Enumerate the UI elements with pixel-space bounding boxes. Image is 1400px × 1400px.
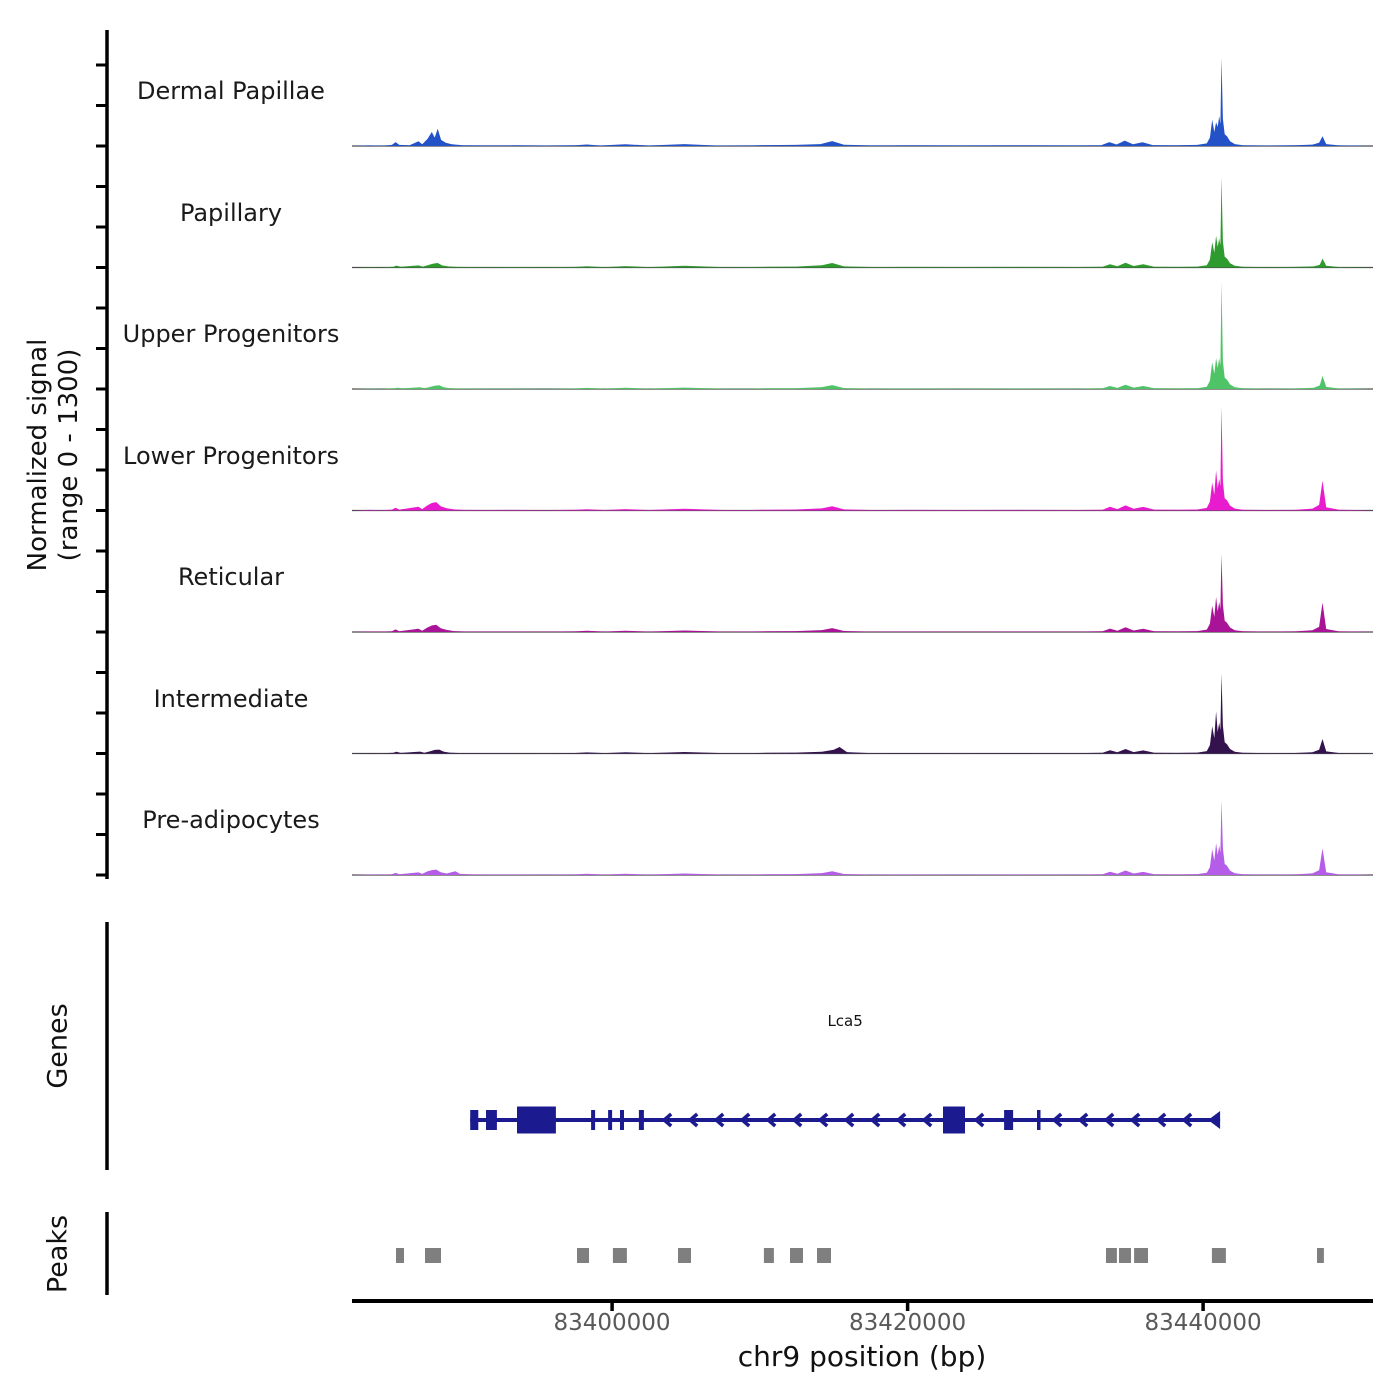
y-axis-title-line1: Normalized signal (23, 338, 53, 572)
signal-area-intermediate (352, 674, 1373, 754)
track-label-intermediate: Intermediate (153, 684, 309, 713)
signal-area-upper-progenitors (352, 282, 1373, 389)
y-axis-title (23, 339, 85, 572)
peak-region (817, 1248, 831, 1263)
peak-region (1119, 1248, 1131, 1263)
signal-area-dermal-papillae (352, 58, 1373, 146)
peak-region (396, 1248, 404, 1263)
peak-region (678, 1248, 691, 1263)
peak-region (1106, 1248, 1117, 1263)
gene-exon (1004, 1110, 1013, 1130)
track-label-pre-adipocytes: Pre-adipocytes (142, 806, 320, 834)
gene-exon (943, 1107, 965, 1134)
genes-section-label: Genes (42, 1003, 74, 1089)
gene-name-label: Lca5 (827, 1012, 863, 1030)
x-tick-label: 83440000 (1144, 1310, 1262, 1336)
track-label-papillary: Papillary (179, 198, 283, 227)
peaks-section-label: Peaks (42, 1214, 74, 1294)
peak-region (764, 1248, 774, 1263)
signal-area-pre-adipocytes (352, 800, 1373, 875)
signal-area-lower-progenitors (352, 406, 1373, 510)
gene-exon (486, 1110, 497, 1130)
signal-area-reticular (352, 554, 1373, 632)
track-label-lower-progenitors: Lower Progenitors (123, 441, 339, 470)
peak-region (613, 1248, 627, 1263)
gene-exon (517, 1107, 556, 1134)
peak-region (577, 1248, 589, 1263)
gene-exon (608, 1110, 612, 1130)
peak-region (1317, 1248, 1324, 1263)
gene-exon (1037, 1110, 1041, 1130)
y-axis-title-line2: (range 0 - 1300) (54, 348, 84, 562)
peak-region (425, 1248, 441, 1263)
peak-region (1134, 1248, 1148, 1263)
x-axis-title: chr9 position (bp) (737, 1340, 987, 1373)
peak-region (1212, 1248, 1226, 1263)
track-label-dermal-papillae: Dermal Papillae (137, 77, 325, 105)
x-tick-label: 83400000 (553, 1310, 671, 1336)
signal-area-papillary (352, 177, 1373, 267)
gene-exon (470, 1110, 478, 1130)
track-label-upper-progenitors: Upper Progenitors (122, 320, 340, 348)
gene-end-arrow-icon (1208, 1111, 1220, 1129)
x-tick-label: 83420000 (849, 1310, 967, 1336)
gene-exon (620, 1110, 624, 1130)
gene-exon (639, 1110, 644, 1130)
track-label-reticular: Reticular (177, 563, 285, 591)
peak-region (790, 1248, 803, 1263)
gene-exon (591, 1110, 595, 1130)
